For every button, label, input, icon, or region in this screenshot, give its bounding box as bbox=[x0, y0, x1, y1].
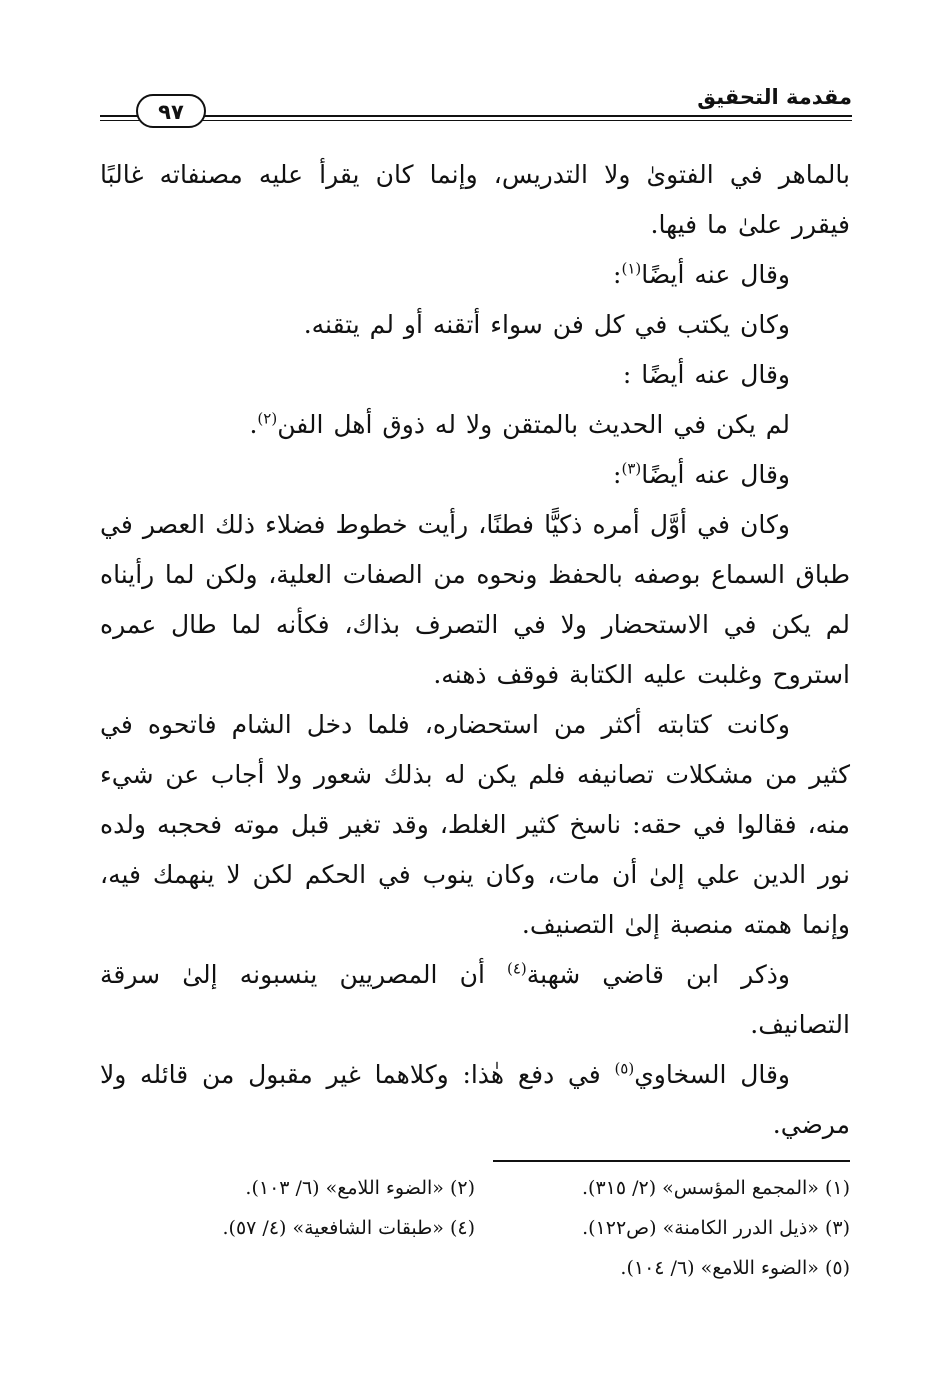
paragraph-text: وقال عنه أيضًا bbox=[641, 260, 790, 289]
footnote-ref: (١) bbox=[621, 259, 642, 278]
paragraph-3 bbox=[100, 300, 850, 350]
footnote-4: (٤) «طبقات الشافعية» (٤/ ٥٧). bbox=[222, 1217, 475, 1239]
header-rule-left-top bbox=[100, 115, 140, 117]
footnote-separator bbox=[493, 1160, 850, 1162]
footnotes bbox=[100, 1168, 850, 1288]
footnote-3: (٣) «ذيل الدرر الكامنة» (ص١٢٢). bbox=[582, 1217, 850, 1239]
footnote-ref: (٥) bbox=[614, 1059, 635, 1078]
paragraph-6 bbox=[100, 450, 850, 500]
paragraph-text: وقال عنه أيضًا : bbox=[622, 360, 790, 389]
header-rule-top bbox=[202, 115, 852, 117]
paragraph-text: وكان يكتب في كل فن سواء أتقنه أو لم يتقنه. bbox=[303, 310, 790, 339]
footnote-row bbox=[100, 1208, 850, 1248]
paragraph-7 bbox=[100, 500, 850, 700]
header-rule-left-bottom bbox=[100, 120, 140, 121]
footnote-ref: (٤) bbox=[507, 959, 527, 978]
paragraph-text: وقال السخاوي bbox=[634, 1060, 790, 1089]
paragraph-text: وكان في أوَّل أمره ذكيًّا فطنًا، رأيت خطوط فضلاء ذلك العصر في طباق السماع بوصفه بالحفظ ونحوه من الصفات العلية، ولكن لما رأيناه لم يكن في الاستحضار ولا في التصرف بذاك، فكأنه لما طال عمره استروح وغلبت عليه الكتابة فوقف ذهنه. bbox=[100, 510, 850, 689]
paragraph-2 bbox=[100, 250, 850, 300]
running-title: مقدمة التحقيق bbox=[697, 85, 852, 109]
main-text bbox=[100, 150, 850, 1150]
paragraph-8 bbox=[100, 700, 850, 950]
paragraph-text: وذكر ابن قاضي شهبة bbox=[526, 960, 790, 989]
paragraph-4 bbox=[100, 350, 850, 400]
paragraph-text: . bbox=[249, 410, 258, 439]
paragraph-text: وكانت كتابته أكثر من استحضاره، فلما دخل الشام فاتحوه في كثير من مشكلات تصانيفه فلم يكن له بذلك شعور ولا أجاب عن شيء منه، فقالوا في حقه: ناسخ كثير الغلط، وقد تغير قبل موته فحجبه ولده نور الدين علي إلىٰ أن مات، وكان ينوب في الحكم لكن لا ينهمك فيه، وإنما همته منصبة إلىٰ التصنيف. bbox=[100, 710, 850, 939]
page-number: ٩٧ bbox=[136, 94, 206, 128]
paragraph-text: وقال عنه أيضًا bbox=[641, 460, 790, 489]
footnote-row bbox=[100, 1248, 850, 1288]
paragraph-1 bbox=[100, 150, 850, 250]
paragraph-text: : bbox=[613, 260, 622, 289]
footnote-row bbox=[100, 1168, 850, 1208]
paragraph-text: : bbox=[613, 460, 622, 489]
paragraph-10 bbox=[100, 1050, 850, 1150]
header-rule-bottom bbox=[202, 120, 852, 121]
footnote-5: (٥) «الضوء اللامع» (٦/ ١٠٤). bbox=[620, 1257, 850, 1279]
page-header bbox=[100, 82, 852, 132]
footnote-ref: (٣) bbox=[621, 459, 642, 478]
paragraph-text: أن المصريين ينسبونه إلىٰ سرقة التصانيف. bbox=[100, 960, 850, 1039]
footnote-2: (٢) «الضوء اللامع» (٦/ ١٠٣). bbox=[245, 1177, 475, 1199]
footnote-ref: (٢) bbox=[257, 409, 278, 428]
paragraph-text: لم يكن في الحديث بالمتقن ولا له ذوق أهل الفن bbox=[277, 410, 790, 439]
footnote-1: (١) «المجمع المؤسس» (٢/ ٣١٥). bbox=[581, 1177, 850, 1199]
paragraph-5 bbox=[100, 400, 850, 450]
paragraph-text: بالماهر في الفتوىٰ ولا التدريس، وإنما كان يقرأ عليه مصنفاته غالبًا فيقرر علىٰ ما فيها. bbox=[100, 160, 850, 239]
paragraph-text: في دفع هٰذا: وكلاهما غير مقبول من قائله ولا مرضي. bbox=[100, 1060, 850, 1139]
paragraph-9 bbox=[100, 950, 850, 1050]
